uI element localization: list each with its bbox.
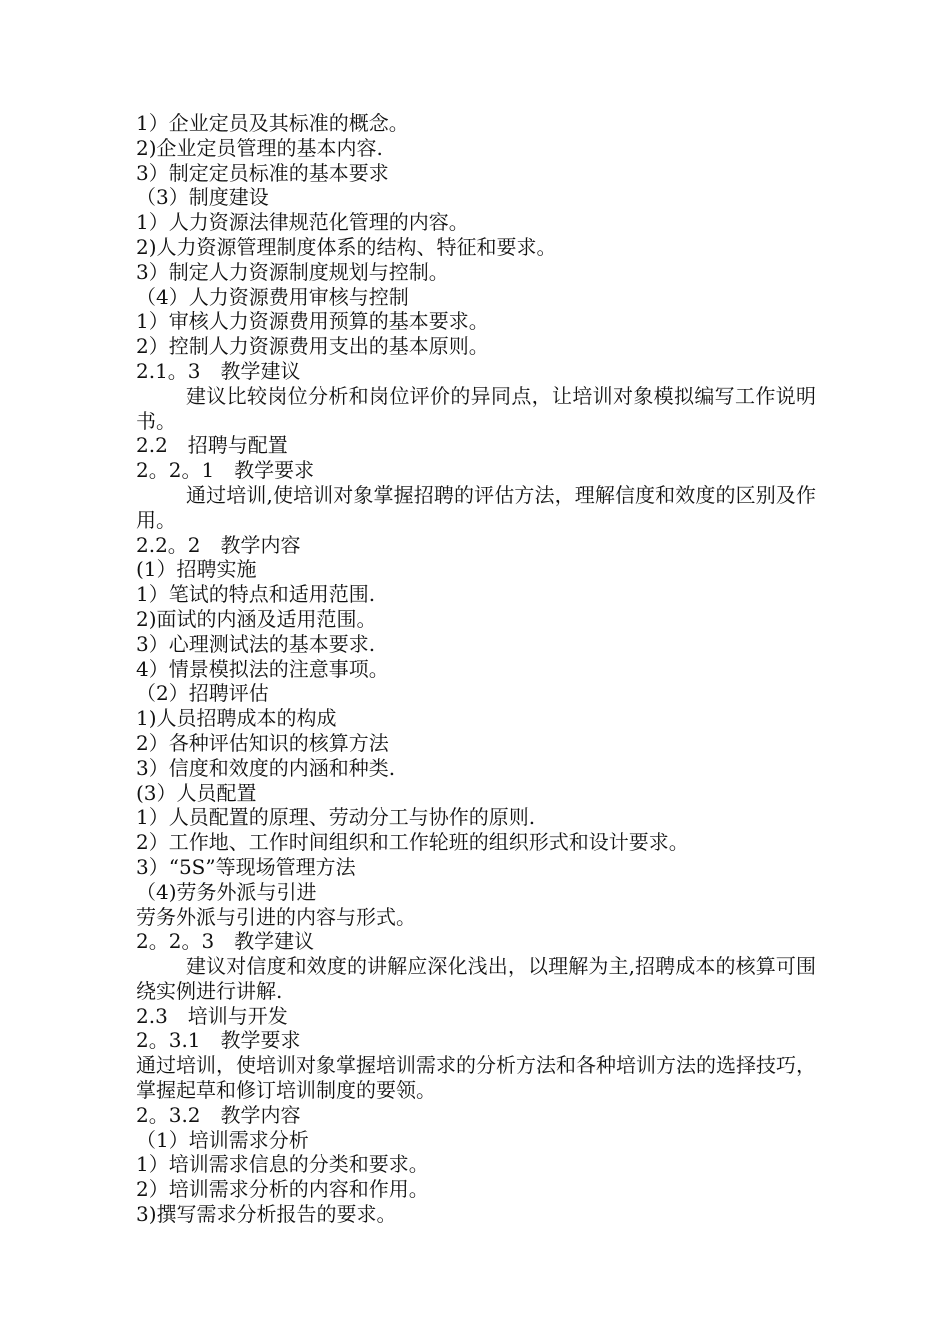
list-item: 3)撰写需求分析报告的要求。 xyxy=(136,1202,397,1227)
list-item: 2)企业定员管理的基本内容. xyxy=(136,135,383,160)
list-item: 1)人员招聘成本的构成 xyxy=(136,706,337,731)
subsection-heading: （1）培训需求分析 xyxy=(136,1127,309,1152)
section-heading: 2.3 培训与开发 xyxy=(136,1003,288,1028)
list-item: 劳务外派与引进的内容与形式。 xyxy=(136,904,416,929)
section-heading: 2.2。2 教学内容 xyxy=(136,532,301,557)
subsection-heading: （4）人力资源费用审核与控制 xyxy=(136,284,409,309)
list-item: 2）控制人力资源费用支出的基本原则。 xyxy=(136,334,489,359)
list-item: 3）制定人力资源制度规划与控制。 xyxy=(136,259,449,284)
subsection-heading: (3）人员配置 xyxy=(136,780,257,805)
section-heading: 2。2。3 教学建议 xyxy=(136,929,315,954)
list-item: 2)面试的内涵及适用范围。 xyxy=(136,606,377,631)
list-item: 2）各种评估知识的核算方法 xyxy=(136,730,389,755)
list-item: 3）心理测试法的基本要求. xyxy=(136,631,376,656)
subsection-heading: （3）制度建设 xyxy=(136,185,269,210)
subsection-heading: （2）招聘评估 xyxy=(136,681,269,706)
subsection-heading: （4)劳务外派与引进 xyxy=(136,879,317,904)
list-item: 3）信度和效度的内涵和种类. xyxy=(136,755,396,780)
list-item: 1）培训需求信息的分类和要求。 xyxy=(136,1152,429,1177)
section-heading: 2。2。1 教学要求 xyxy=(136,458,315,483)
list-item: 1）笔试的特点和适用范围. xyxy=(136,582,376,607)
list-item: 2）培训需求分析的内容和作用。 xyxy=(136,1177,429,1202)
section-heading: 2。3.1 教学要求 xyxy=(136,1028,301,1053)
list-item: 1）人力资源法律规范化管理的内容。 xyxy=(136,210,469,235)
document-body xyxy=(136,111,816,1227)
paragraph: 建议对信度和效度的讲解应深化浅出，以理解为主,招聘成本的核算可围绕实例进行讲解. xyxy=(136,954,816,1003)
section-heading: 2.1。3 教学建议 xyxy=(136,358,301,383)
section-heading: 2.2 招聘与配置 xyxy=(136,433,288,458)
list-item: 2)人力资源管理制度体系的结构、特征和要求。 xyxy=(136,234,557,259)
list-item: 3）“5S”等现场管理方法 xyxy=(136,854,356,879)
list-item: 1）审核人力资源费用预算的基本要求。 xyxy=(136,309,489,334)
paragraph: 通过培训，使培训对象掌握培训需求的分析方法和各种培训方法的选择技巧，掌握起草和修订培训制度的要领。 xyxy=(136,1053,816,1103)
list-item: 2）工作地、工作时间组织和工作轮班的组织形式和设计要求。 xyxy=(136,830,689,855)
list-item: 3）制定定员标准的基本要求 xyxy=(136,160,389,185)
list-item: 1）企业定员及其标准的概念。 xyxy=(136,111,409,135)
section-heading: 2。3.2 教学内容 xyxy=(136,1102,301,1127)
paragraph: 建议比较岗位分析和岗位评价的异同点，让培训对象模拟编写工作说明书。 xyxy=(136,383,816,433)
paragraph: 通过培训,使培训对象掌握招聘的评估方法，理解信度和效度的区别及作用。 xyxy=(136,482,816,532)
list-item: 4）情景模拟法的注意事项。 xyxy=(136,656,389,681)
subsection-heading: (1）招聘实施 xyxy=(136,557,257,582)
list-item: 1）人员配置的原理、劳动分工与协作的原则. xyxy=(136,805,536,830)
